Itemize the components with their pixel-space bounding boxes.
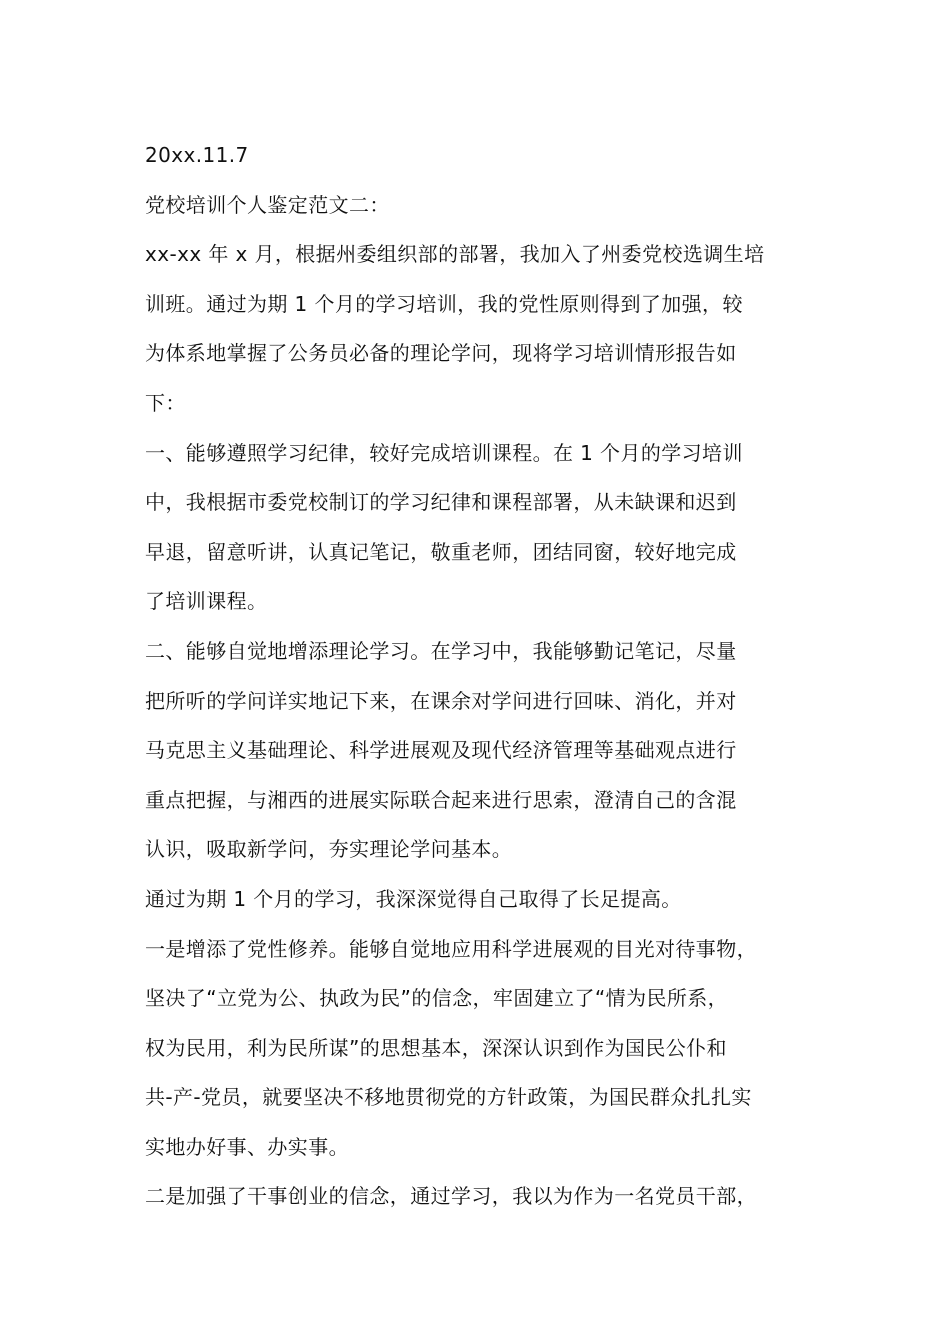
text-line: 二是加强了干事创业的信念，通过学习，我以为作为一名党员干部， <box>145 1184 757 1209</box>
text-line: 中，我根据市委党校制订的学习纪律和课程部署，从未缺课和迟到 <box>145 490 737 515</box>
document-body <box>145 131 810 1222</box>
text-line: 下： <box>145 390 186 415</box>
text-line: 认识，吸取新学问，夯实理论学问基本。 <box>145 837 513 862</box>
text-line: 了培训课程。 <box>145 589 268 614</box>
text-line: 二、能够自觉地增添理论学习。在学习中，我能够勤记笔记，尽量 <box>145 638 737 663</box>
text-line: 训班。通过为期 1 个月的学习培训，我的党性原则得到了加强，较 <box>145 291 743 316</box>
text-line: 重点把握，与湘西的进展实际联合起来进行思索，澄清自己的含混 <box>145 787 737 812</box>
text-line: 通过为期 1 个月的学习，我深深觉得自己取得了长足提高。 <box>145 886 682 911</box>
document-section-title: 党校培训个人鉴定范文二： <box>145 192 390 217</box>
text-line: xx-xx 年 x 月，根据州委组织部的部署，我加入了州委党校选调生培 <box>145 242 765 267</box>
text-line: 实地办好事、办实事。 <box>145 1134 349 1159</box>
text-line: 权为民用，利为民所谋”的思想基本，深深认识到作为国民公仆和 <box>145 1035 727 1060</box>
text-line: 为体系地掌握了公务员必备的理论学问，现将学习培训情形报告如 <box>145 341 737 366</box>
text-line: 一、能够遵照学习纪律，较好完成培训课程。在 1 个月的学习培训 <box>145 440 743 465</box>
text-line: 共-产-党员，就要坚决不移地贯彻党的方针政策，为国民群众扎扎实 <box>145 1085 752 1110</box>
text-line: 一是增添了党性修养。能够自觉地应用科学进展观的目光对待事物， <box>145 936 757 961</box>
text-line: 马克思主义基础理论、科学进展观及现代经济管理等基础观点进行 <box>145 738 737 763</box>
text-line: 早退，留意听讲，认真记笔记，敬重老师，团结同窗，较好地完成 <box>145 539 737 564</box>
document-date: 20xx.11.7 <box>145 143 249 167</box>
text-line: 坚决了“立党为公、执政为民”的信念，牢固建立了“情为民所系， <box>145 986 729 1011</box>
text-line: 把所听的学问详实地记下来，在课余对学问进行回味、消化，并对 <box>145 688 737 713</box>
